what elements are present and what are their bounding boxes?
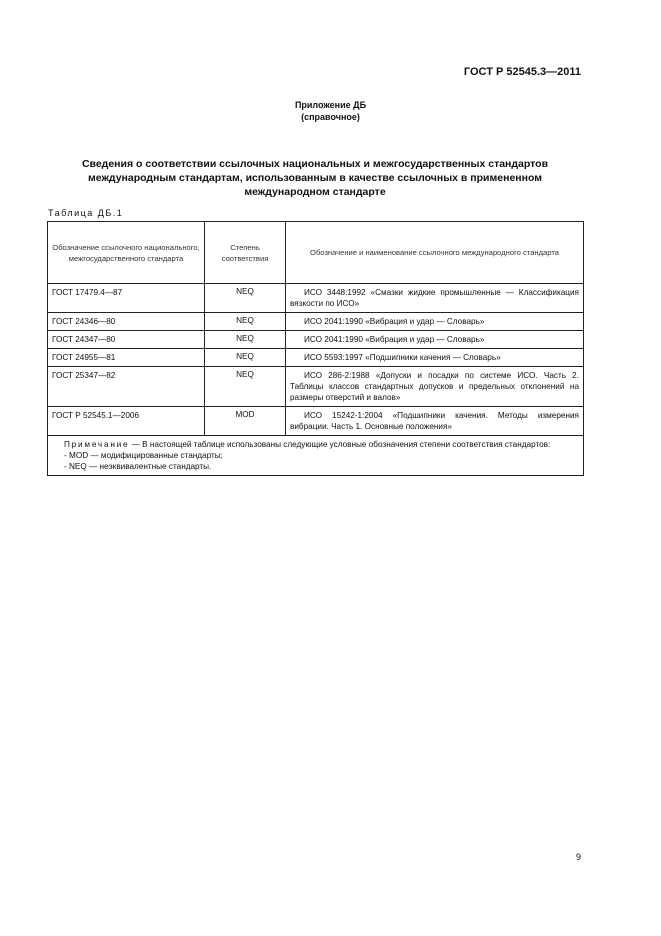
note-intro: [52, 439, 579, 450]
cell-degree: NEQ: [205, 313, 286, 331]
cell-national-standard: ГОСТ Р 52545.1—2006: [48, 407, 205, 436]
cell-degree: NEQ: [205, 367, 286, 407]
cell-international-standard: ИСО 15242-1:2004 «Подшипники качения. Методы измерения вибрации. Часть 1. Основные положения»: [286, 407, 584, 436]
table-row: [48, 407, 584, 436]
note-text: — В настоящей таблице использованы следующие условные обозначения степени соответствия стандартов:: [129, 440, 551, 449]
column-header-international: Обозначение и наименование ссылочного международного стандарта: [286, 222, 584, 284]
column-header-degree: Степень соответствия: [205, 222, 286, 284]
cell-international-standard: ИСО 286-2:1988 «Допуски и посадки по системе ИСО. Часть 2. Таблицы классов стандартных допусков и предельных отклонений на размеры отверстий и валов»: [286, 367, 584, 407]
table-caption: Таблица ДБ.1: [48, 208, 124, 218]
table-row: [48, 331, 584, 349]
column-header-national: Обозначение ссылочного национального, межгосударственного стандарта: [48, 222, 205, 284]
table-row: [48, 284, 584, 313]
page-number: 9: [575, 852, 581, 862]
cell-international-standard: ИСО 2041:1990 «Вибрация и удар — Словарь»: [286, 313, 584, 331]
cell-degree: MOD: [205, 407, 286, 436]
cell-degree: NEQ: [205, 349, 286, 367]
note-label: Примечание: [64, 440, 130, 449]
cell-national-standard: ГОСТ 25347—82: [48, 367, 205, 407]
annex-heading: [0, 99, 661, 123]
cell-national-standard: ГОСТ 24346—80: [48, 313, 205, 331]
document-code: ГОСТ Р 52545.3—2011: [463, 66, 581, 78]
table-header-row: [48, 222, 584, 284]
table-row: [48, 313, 584, 331]
cell-degree: NEQ: [205, 284, 286, 313]
table-row: [48, 349, 584, 367]
table-note-row: [48, 436, 584, 476]
note-item-neq: - NEQ — неэквивалентные стандарты.: [64, 462, 212, 471]
annex-subtitle: (справочное): [301, 112, 360, 122]
cell-international-standard: ИСО 3448:1992 «Смазки жидкие промышленные — Классификация вязкости по ИСО»: [286, 284, 584, 313]
annex-title: Приложение ДБ: [294, 100, 367, 110]
cell-degree: NEQ: [205, 331, 286, 349]
note-item-mod: - MOD — модифицированные стандарты;: [64, 451, 223, 460]
standards-table: [47, 221, 584, 476]
main-title: Сведения о соответствии ссылочных национальных и межгосударственных стандартов международным стандартам, использованным в качестве ссылочных в примененном международном стандарте: [81, 158, 549, 198]
table-note: [48, 436, 584, 476]
cell-international-standard: ИСО 5593:1997 «Подшипники качения — Словарь»: [286, 349, 584, 367]
cell-national-standard: ГОСТ 24955—81: [48, 349, 205, 367]
table-row: [48, 367, 584, 407]
cell-national-standard: ГОСТ 17479.4—87: [48, 284, 205, 313]
cell-international-standard: ИСО 2041:1990 «Вибрация и удар — Словарь»: [286, 331, 584, 349]
cell-national-standard: ГОСТ 24347—80: [48, 331, 205, 349]
